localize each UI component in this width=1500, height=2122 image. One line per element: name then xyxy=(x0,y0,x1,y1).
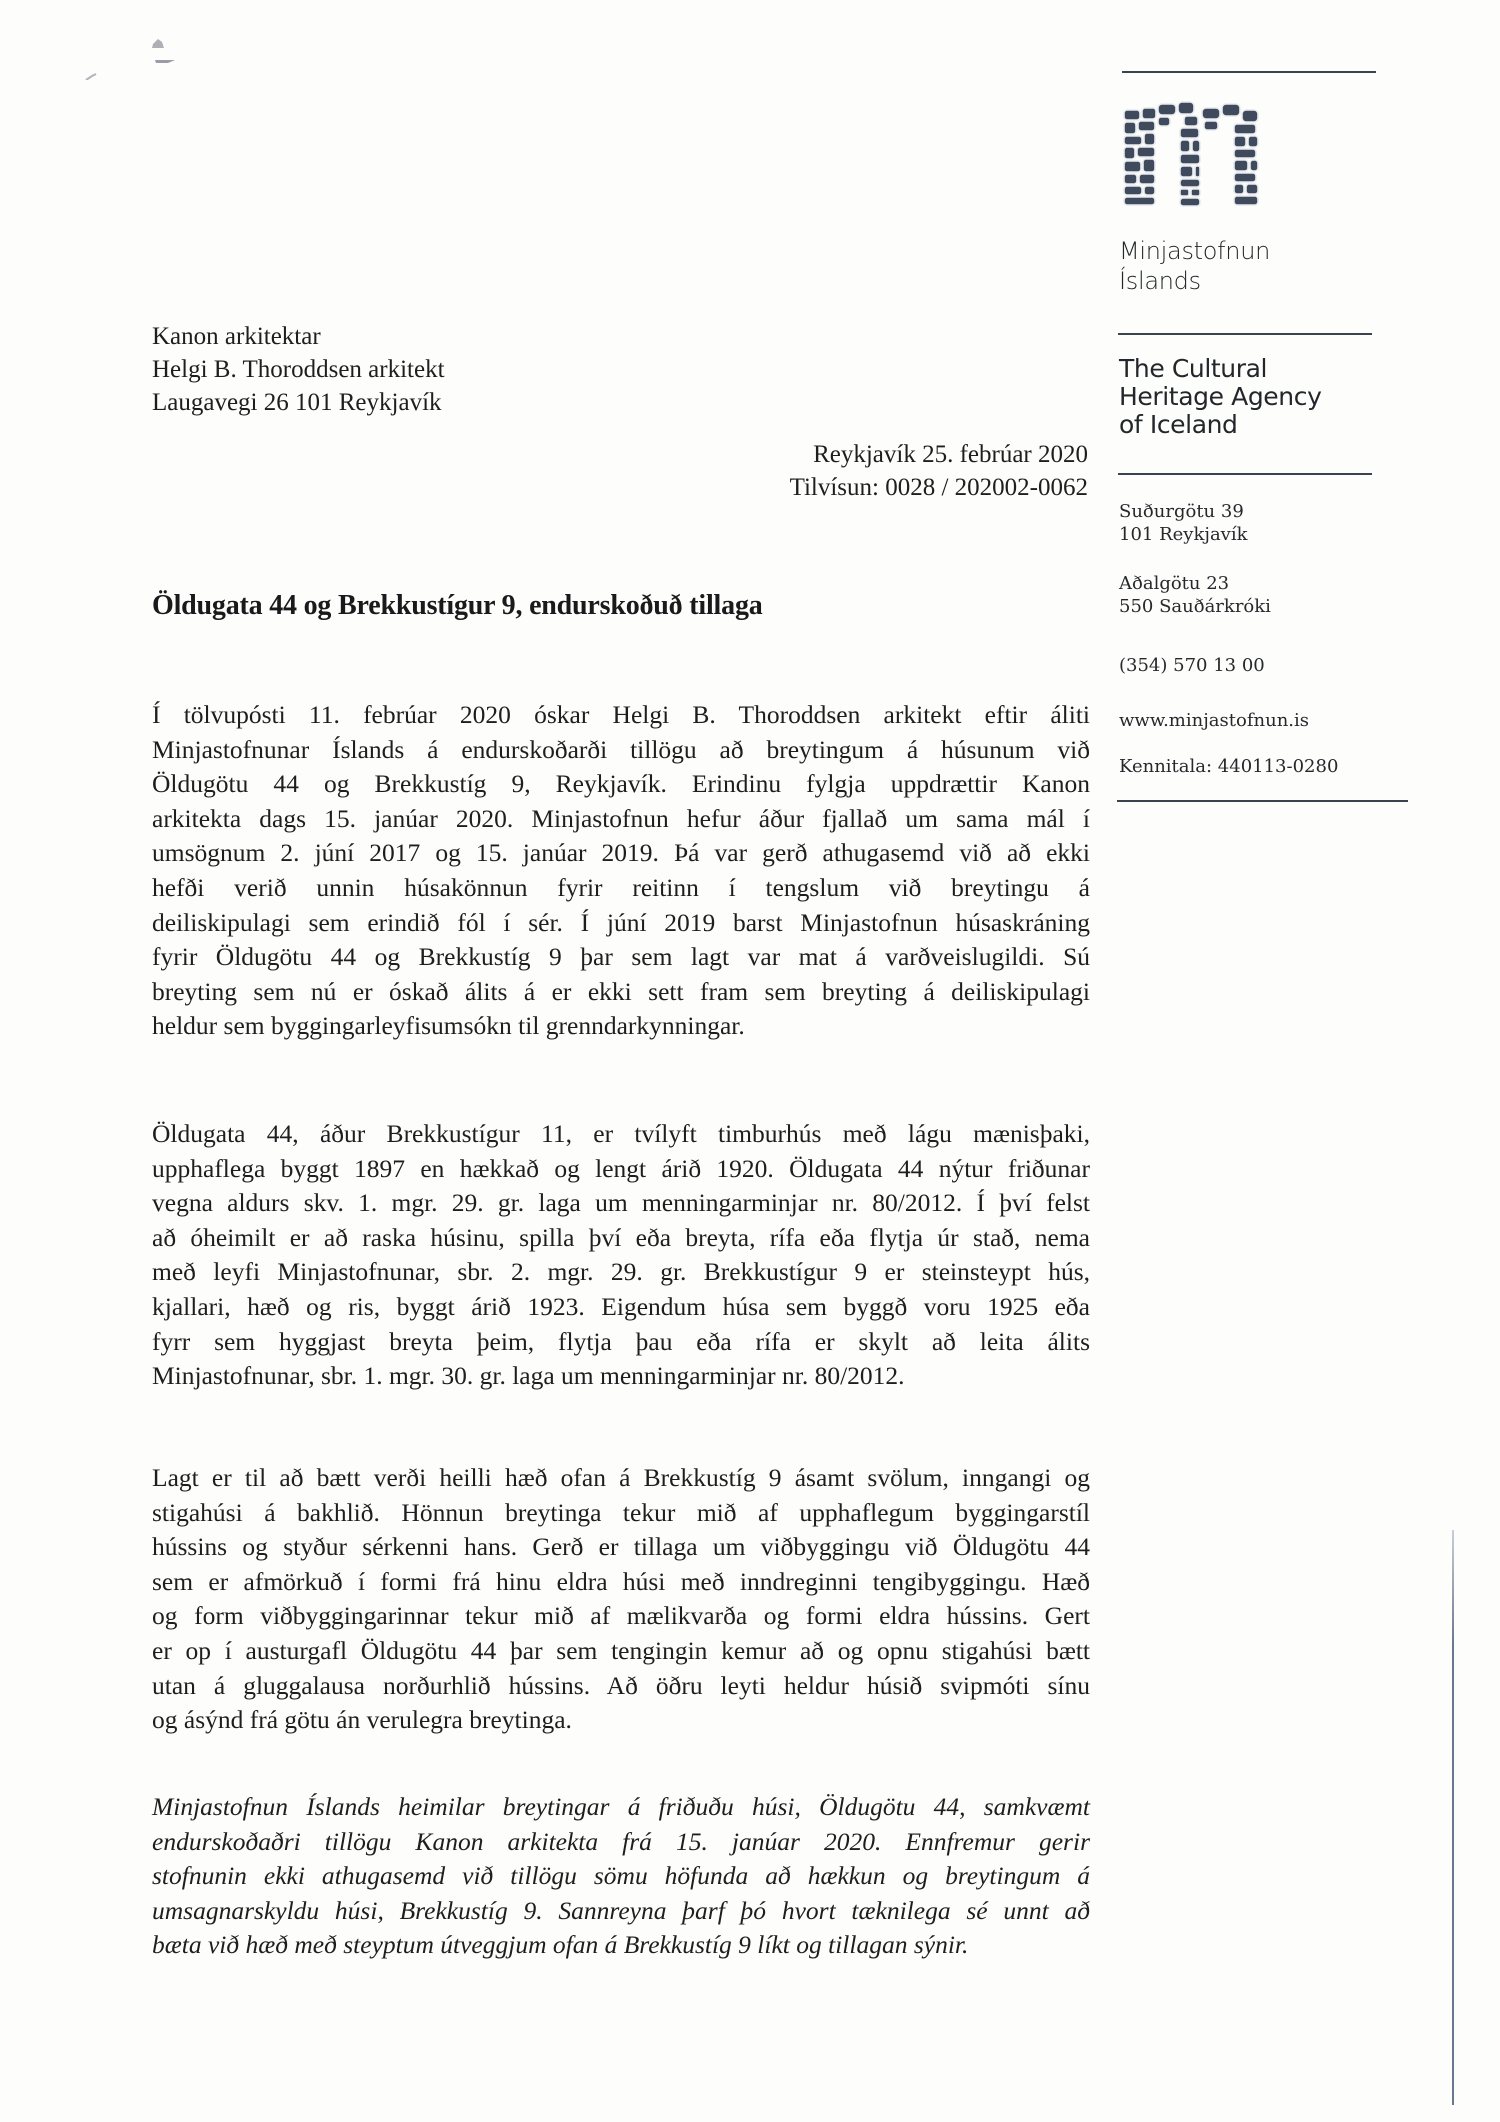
stone-m-logo-icon xyxy=(1122,100,1270,208)
paragraph-line: deiliskipulagi sem erindið fól í sér. Í júní 2019 barst Minjastofnun húsaskráning xyxy=(152,907,1090,937)
letterhead-rule xyxy=(1118,473,1372,475)
paragraph-line: hússins og styður sérkenni hans. Gerð er tillaga um viðbyggingu við Öldugötu 44 xyxy=(152,1532,1090,1562)
paragraph-line: fyrir Öldugötu 44 og Brekkustíg 9 þar sem lagt var mat á varðveislugildi. Sú xyxy=(152,942,1090,972)
paragraph-line: vegna aldurs skv. 1. mgr. 29. gr. laga um menningarminjar nr. 80/2012. Í því felst xyxy=(152,1188,1090,1218)
paragraph-line: og form viðbyggingarinnar tekur mið af mælikvarða og formi eldra hússins. Gert xyxy=(152,1601,1090,1631)
org-name-line: The Cultural xyxy=(1119,354,1268,383)
paragraph-line: umsögnum 2. júní 2017 og 15. janúar 2019. Þá var gerð athugasemd við að ekki xyxy=(152,838,1090,868)
paragraph-line: Lagt er til að bætt verði heilli hæð ofan á Brekkustíg 9 ásamt svölum, inngangi og xyxy=(152,1463,1090,1492)
paragraph-line: sem er afmörkuð í formi frá hinu eldra húsi með inndreginni tengibyggingu. Hæð xyxy=(152,1566,1090,1596)
address-line: 101 Reykjavík xyxy=(1119,524,1248,545)
paragraph-line: Í tölvupósti 11. febrúar 2020 óskar Helgi B. Thoroddsen arkitekt eftir áliti xyxy=(152,700,1090,729)
recipient-line: Kanon arkitektar xyxy=(152,323,321,350)
org-name-line: Minjastofnun xyxy=(1119,237,1271,265)
phone-number xyxy=(1119,654,1265,677)
paragraph-line: kjallari, hæð og ris, byggt árið 1923. Eigendum húsa sem byggð voru 1925 eða xyxy=(152,1291,1090,1321)
recipient-line: Helgi B. Thoroddsen arkitekt xyxy=(152,356,445,383)
paragraph-line: og ásýnd frá götu án verulegra breytinga. xyxy=(152,1705,572,1735)
address-reykjavik xyxy=(1119,500,1248,546)
address-saudarkrokur xyxy=(1119,572,1271,618)
paragraph-line: Minjastofnunar, sbr. 1. mgr. 30. gr. laga um menningarminjar nr. 80/2012. xyxy=(152,1361,905,1391)
letterhead-bottom-rule xyxy=(1117,800,1408,802)
website-link[interactable] xyxy=(1119,709,1309,732)
body-paragraph-2 xyxy=(152,1117,1090,1394)
paragraph-line: með leyfi Minjastofnunar, sbr. 2. mgr. 29. gr. Brekkustígur 9 er steinsteypt hús, xyxy=(152,1257,1090,1287)
body-paragraph-1 xyxy=(152,698,1090,1044)
paragraph-line: endurskoðaðri tillögu Kanon arkitekta frá 15. janúar 2020. Ennfremur gerir xyxy=(152,1826,1090,1856)
address-line: Aðalgötu 23 xyxy=(1119,573,1230,594)
org-name-line: of Iceland xyxy=(1119,410,1238,439)
date-reference-block xyxy=(790,438,1088,504)
website-text[interactable]: www.minjastofnun.is xyxy=(1119,710,1310,731)
paragraph-line: Öldugötu 44 og Brekkustíg 9, Reykjavík. Erindinu fylgja uppdrættir Kanon xyxy=(152,769,1090,799)
paragraph-line: upphaflega byggt 1897 en hækkað og lengt árið 1920. Öldugata 44 nýtur friðunar xyxy=(152,1153,1090,1183)
org-name-english xyxy=(1119,355,1321,439)
kennitala xyxy=(1119,755,1338,778)
org-name-icelandic xyxy=(1119,236,1270,296)
scan-edge-line xyxy=(1452,1530,1454,2105)
paragraph-line: utan á gluggalausa norðurhlið hússins. Að öðru leyti heldur húsið svipmóti sínu xyxy=(152,1670,1090,1700)
address-line: 550 Sauðárkróki xyxy=(1119,596,1271,617)
paragraph-line: hefði verið unnin húsakönnun fyrir reitinn í tengslum við breytingu á xyxy=(152,872,1090,902)
address-line: Suðurgötu 39 xyxy=(1119,501,1244,522)
letterhead-rule xyxy=(1118,333,1372,335)
kennitala-text: Kennitala: 440113-0280 xyxy=(1119,756,1339,777)
body-paragraph-conclusion xyxy=(152,1790,1090,1963)
paragraph-line: stofnunin ekki athugasemd við tillögu sömu höfunda að hækkun og breytingum á xyxy=(152,1861,1090,1891)
letter-subject: Öldugata 44 og Brekkustígur 9, endurskoðuð tillaga xyxy=(152,590,763,621)
paragraph-line: Minjastofnun Íslands heimilar breytingar á friðuðu húsi, Öldugötu 44, samkvæmt xyxy=(152,1792,1090,1821)
place-date: Reykjavík 25. febrúar 2020 xyxy=(813,441,1088,468)
phone-text: (354) 570 13 00 xyxy=(1119,655,1265,676)
letterhead-top-rule xyxy=(1122,71,1376,73)
org-name-line: Heritage Agency xyxy=(1119,382,1322,411)
paragraph-line: heldur sem byggingarleyfisumsókn til grenndarkynningar. xyxy=(152,1011,745,1041)
reference-number: Tilvísun: 0028 / 202002-0062 xyxy=(789,474,1088,501)
paragraph-line: að óheimilt er að raska húsinu, spilla því eða breyta, rífa eða flytja úr stað, nema xyxy=(152,1222,1090,1252)
paragraph-line: breyting sem nú er óskað álits á er ekki sett fram sem breyting á deiliskipulagi xyxy=(152,976,1090,1006)
paragraph-line: umsagnarskyldu húsi, Brekkustíg 9. Sannreyna þarf þó hvort tæknilega sé unnt að xyxy=(152,1895,1090,1925)
scan-artifact xyxy=(80,30,190,80)
paragraph-line: stigahúsi á bakhlið. Hönnun breytinga tekur mið af upphaflegum byggingarstíl xyxy=(152,1497,1090,1527)
paragraph-line: fyrr sem hyggjast breyta þeim, flytja þau eða rífa er skylt að leita álits xyxy=(152,1326,1090,1356)
paragraph-line: Minjastofnunar Íslands á endurskoðarði tillögu að breytingum á húsunum við xyxy=(152,734,1090,764)
paragraph-line: Öldugata 44, áður Brekkustígur 11, er tvílyft timburhús með lágu mænisþaki, xyxy=(152,1119,1090,1148)
org-name-line: Íslands xyxy=(1119,267,1201,295)
recipient-line: Laugavegi 26 101 Reykjavík xyxy=(152,389,442,416)
recipient-address xyxy=(152,320,445,419)
body-paragraph-3 xyxy=(152,1461,1090,1738)
paragraph-line: bæta við hæð með steyptum útveggjum ofan á Brekkustíg 9 líkt og tillagan sýnir. xyxy=(152,1930,969,1960)
paragraph-line: arkitekta dags 15. janúar 2020. Minjastofnun hefur áður fjallað um sama mál í xyxy=(152,803,1090,833)
paragraph-line: er op í austurgafl Öldugötu 44 þar sem tengingin kemur að og opnu stigahúsi bætt xyxy=(152,1635,1090,1665)
